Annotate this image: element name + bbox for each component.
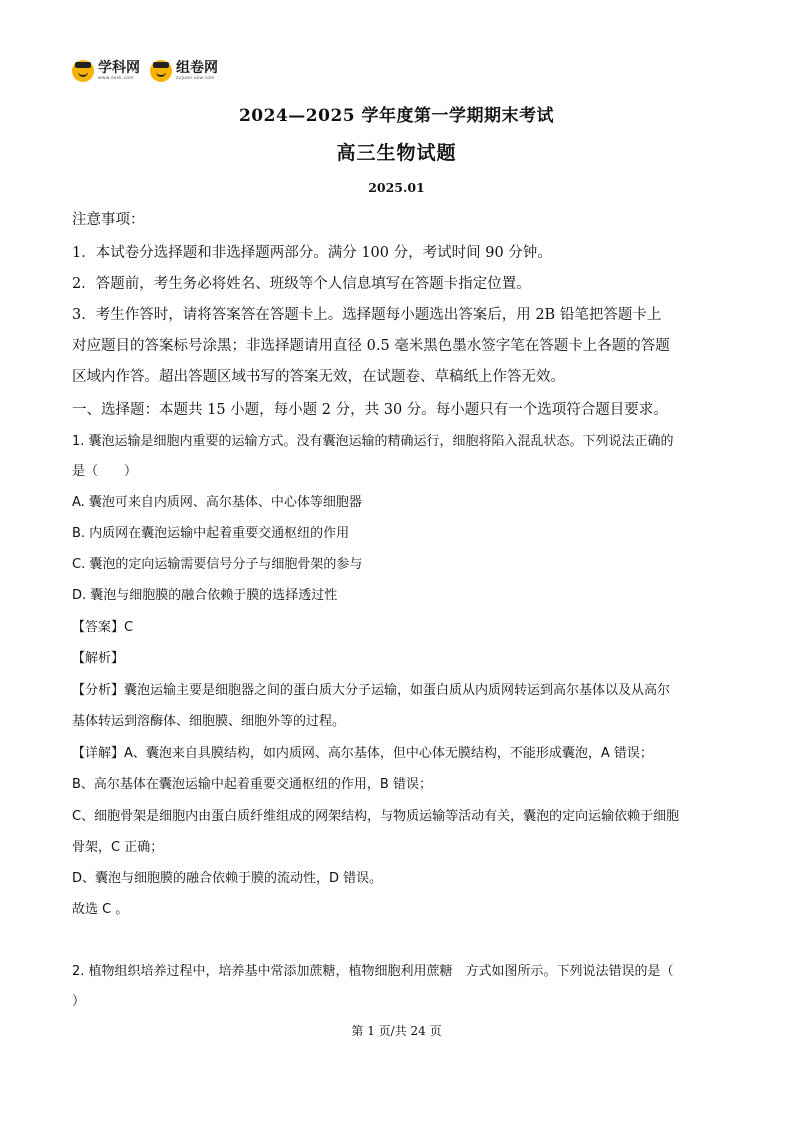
logo-bar bbox=[72, 60, 218, 82]
section-heading: 一、选择题：本题共 15 小题，每小题 2 分，共 30 分。每小题只有一个选项符合题目要求。 bbox=[72, 402, 668, 418]
zujuanwang-logo bbox=[150, 60, 218, 82]
question-1-stem: 是（ ） bbox=[72, 464, 138, 479]
exam-date: 2025.01 bbox=[368, 180, 425, 195]
option-b: B. 内质网在囊泡运输中起着重要交通枢纽的作用 bbox=[72, 526, 350, 541]
notice-item: 1．本试卷分选择题和非选择题两部分。满分 100 分，考试时间 90 分钟。 bbox=[72, 245, 552, 261]
question-1-stem: 1. 囊泡运输是细胞内重要的运输方式。没有囊泡运输的精确运行，细胞将陷入混乱状态。下列说法正确的 bbox=[72, 434, 674, 449]
exam-title: 2024—2025 学年度第一学期期末考试 bbox=[238, 106, 555, 126]
option-a: A. 囊泡可来自内质网、高尔基体、中心体等细胞器 bbox=[72, 495, 362, 510]
answer-line bbox=[72, 616, 133, 635]
analysis-line: 骨架，C 正确； bbox=[72, 840, 164, 855]
analysis-line: 【分析】囊泡运输主要是细胞器之间的蛋白质大分子运输，如蛋白质从内质网转运到高尔基体以及从高尔 bbox=[72, 683, 671, 698]
exam-subtitle: 高三生物试题 bbox=[336, 142, 457, 164]
question-2-stem: ） bbox=[72, 994, 86, 1009]
notice-item: 对应题目的答案标号涂黑；非选择题请用直径 0.5 毫米黑色墨水签字笔在答题卡上各题的答题 bbox=[72, 338, 670, 354]
answer-value: C bbox=[124, 620, 134, 635]
analysis-line: 【详解】A、囊泡来自具膜结构，如内质网、高尔基体，但中心体无膜结构，不能形成囊泡，A 错误； bbox=[72, 746, 653, 761]
analysis-line: D、囊泡与细胞膜的融合依赖于膜的流动性，D 错误。 bbox=[72, 871, 383, 886]
analysis-line: 故选 C 。 bbox=[72, 902, 129, 917]
notice-item: 3．考生作答时，请将答案答在答题卡上。选择题每小题选出答案后，用 2B 铅笔把答题卡上 bbox=[72, 307, 662, 323]
answer-label: 【答案】 bbox=[72, 620, 125, 635]
page-footer: 第 1 页/共 24 页 bbox=[351, 1024, 442, 1038]
option-d: D. 囊泡与细胞膜的融合依赖于膜的选择透过性 bbox=[72, 588, 338, 603]
logo-name: 组卷网 bbox=[176, 59, 218, 76]
analysis-line: 基体转运到溶酶体、细胞膜、细胞外等的过程。 bbox=[72, 714, 346, 729]
xuekewang-logo bbox=[72, 60, 140, 82]
logo-url: zujuan.xkw.com bbox=[176, 75, 215, 81]
logo-url: www.zxxk.com bbox=[98, 75, 134, 81]
option-c: C. 囊泡的定向运输需要信号分子与细胞骨架的参与 bbox=[72, 557, 363, 572]
analysis-line: C、细胞骨架是细胞内由蛋白质纤维组成的网架结构，与物质运输等活动有关，囊泡的定向运输依赖于细胞 bbox=[72, 809, 680, 824]
question-2-stem: 2. 植物组织培养过程中，培养基中常添加蔗糖，植物细胞利用蔗糖 方式如图所示。下列说法错误的是（ bbox=[72, 964, 674, 979]
analysis-line: B、高尔基体在囊泡运输中起着重要交通枢纽的作用，B 错误； bbox=[72, 777, 432, 792]
notice-item: 2．答题前，考生务必将姓名、班级等个人信息填写在答题卡指定位置。 bbox=[72, 276, 531, 292]
analysis-label: 【解析】 bbox=[72, 651, 125, 666]
graduation-cap-icon bbox=[150, 60, 172, 82]
notice-item: 区域内作答。超出答题区域书写的答案无效，在试题卷、草稿纸上作答无效。 bbox=[72, 369, 565, 385]
logo-name: 学科网 bbox=[98, 59, 140, 76]
graduation-cap-icon bbox=[72, 60, 94, 82]
notice-heading: 注意事项： bbox=[72, 212, 145, 228]
